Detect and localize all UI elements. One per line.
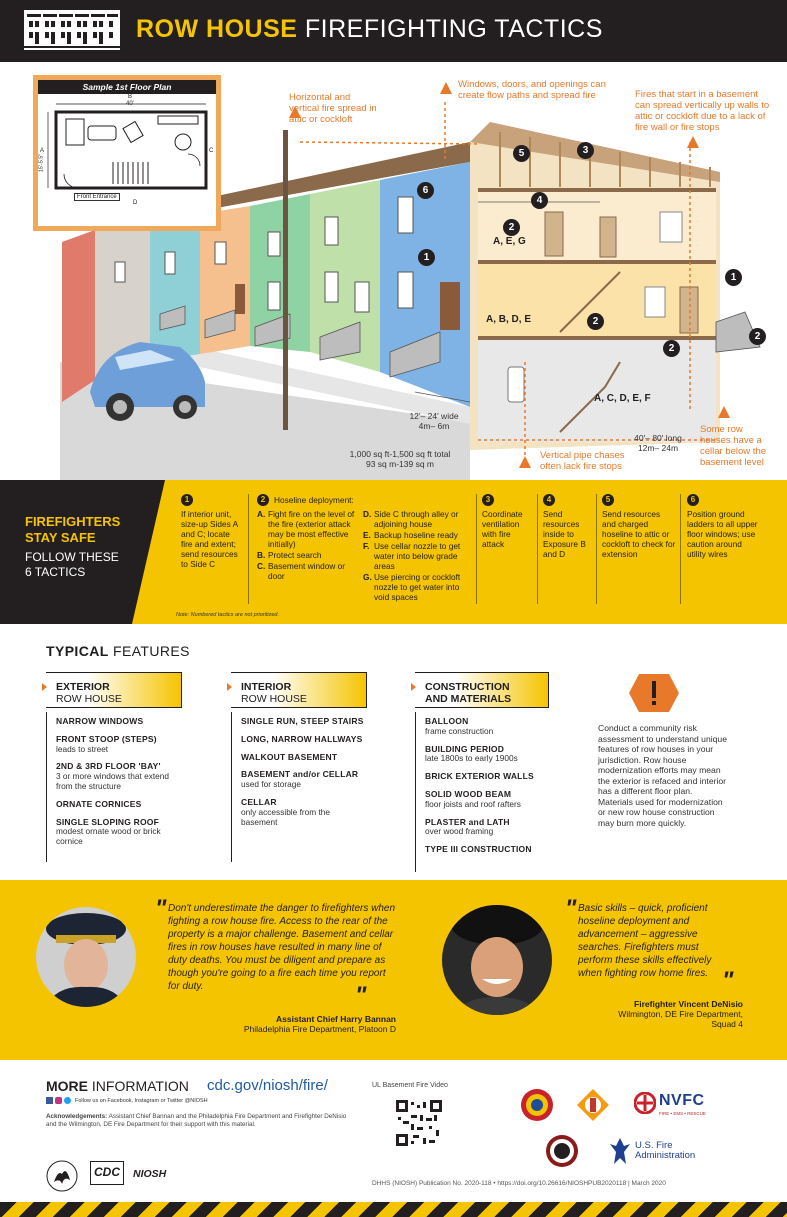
list-item [425, 845, 549, 855]
quote-open-mark: " [565, 895, 577, 922]
tactic-4 [543, 494, 593, 559]
twitter-icon[interactable] [64, 1097, 71, 1104]
item-text: Side C through alley or adjoining house [374, 509, 459, 529]
tactic-badge: 5 [513, 145, 530, 162]
list-item [56, 800, 182, 810]
portrait-bannan [36, 907, 136, 1007]
item-title: BALLOON [425, 716, 469, 726]
tactic-badge: 1 [725, 269, 742, 286]
dim-area-ft: 1,000 sq ft-1,500 sq ft total [349, 449, 451, 459]
list-item [241, 735, 367, 745]
chief-avatar [36, 907, 136, 1007]
list-item [56, 818, 182, 847]
more-rest: INFORMATION [91, 1078, 189, 1094]
sample-floor-plan [33, 75, 221, 231]
list-item [241, 753, 367, 763]
tactic-2 [257, 494, 473, 603]
arrow-right-icon [411, 683, 416, 691]
usfa-line2: Administration [635, 1150, 696, 1161]
tactic-number: 2 [257, 494, 269, 506]
quote-denisio-org1: Wilmington, DE Fire Department, [618, 1009, 743, 1019]
item-title: 2ND & 3RD FLOOR 'BAY' [56, 761, 161, 772]
tactic-number: 5 [602, 494, 614, 506]
item-title: CELLAR [241, 796, 277, 807]
tactic-divider [248, 494, 249, 604]
item-key: F. [363, 541, 370, 551]
title-bold: ROW HOUSE [136, 15, 298, 43]
firefighter-avatar [442, 905, 552, 1015]
item-text: Basement window or door [268, 561, 346, 581]
tactics-subheading [25, 550, 119, 580]
item-desc: over wood framing [425, 826, 494, 837]
floor-plan-panel [38, 80, 216, 226]
list-item [241, 770, 367, 790]
quote-bannan-name: Assistant Chief Harry Bannan [276, 1014, 396, 1024]
item-desc: late 1800s to early 1900s [425, 753, 518, 764]
item-title: BASEMENT and/or CELLAR [241, 769, 359, 780]
tactic-5 [602, 494, 676, 559]
tactic-badge: 4 [531, 192, 548, 209]
interior-head1: INTERIOR [241, 681, 292, 693]
floor-plan-title: Sample 1st Floor Plan [38, 80, 216, 94]
social-row [46, 1097, 208, 1104]
fire-chiefs-seal-icon [545, 1134, 579, 1168]
item-title: SINGLE RUN, STEEP STAIRS [241, 716, 364, 726]
usfa-eagle-icon [608, 1136, 632, 1166]
quote-denisio-attribution [560, 999, 743, 1029]
tactics-note: Note: Numbered tactics are not prioritized. [176, 612, 280, 618]
row-house-logo-icon [22, 8, 122, 52]
callout-basement: Fires that start in a basement can spread vertically up walls to attic or cockloft due to a lack of fire wall or fire stops [635, 89, 770, 133]
fp-height-dim: 15'-5.5" [38, 153, 45, 173]
tactic-1 [181, 494, 243, 569]
callout-cellar: Some row houses have a cellar below the basement level [700, 424, 767, 468]
hoseline-item [363, 572, 471, 602]
tactic-badge: 1 [418, 249, 435, 266]
usfa-line1: U.S. Fire [635, 1140, 673, 1151]
arrow-right-icon [227, 683, 232, 691]
tactic-6 [687, 494, 759, 559]
quote-bannan: Don't underestimate the danger to firefighters when fighting a row house fire. Access to the rear of the property is a major challenge. Basement and cellar fires in row houses have resulted in many line of duty deaths. You must be diligent and prepare as though you're going to a fire each time you report for duty. [168, 903, 396, 992]
nvfc-emblem-icon [634, 1092, 656, 1114]
tactic-2-heading: Hoseline deployment: [274, 495, 354, 505]
quote-denisio: Basic skills – quick, proficient hoseline deployment and advancement – aggressive searches. Firefighters must perform these skills effectively when fighting row home fires. [578, 903, 712, 979]
dim-width-m: 4m– 6m [418, 421, 450, 431]
list-item [425, 717, 549, 737]
item-key: D. [363, 509, 372, 519]
dim-length-ft: 40'– 80' long [634, 433, 682, 443]
item-title: PLASTER and LATH [425, 816, 510, 827]
instagram-icon[interactable] [55, 1097, 62, 1104]
header-bar [0, 0, 787, 62]
fp-label-d: D [133, 200, 138, 206]
tactic-badge: 3 [577, 142, 594, 159]
list-item [425, 772, 549, 782]
tactic-badge: 2 [749, 328, 766, 345]
tactic-number: 3 [482, 494, 494, 506]
hazard-stripe [0, 1202, 787, 1217]
construction-head2: AND MATERIALS [425, 693, 512, 705]
tactics-heading [25, 514, 120, 546]
hoseline-list-right [363, 509, 471, 603]
callout-openings: Windows, doors, and openings can create flow paths and spread fire [458, 79, 606, 101]
item-desc: modest ornate wood or brick cornice [56, 826, 161, 847]
dim-width [404, 411, 464, 431]
fp-front-entrance: Front Entrance [74, 193, 120, 201]
item-desc: only accessible from the basement [241, 806, 331, 827]
tactic-number: 1 [181, 494, 193, 506]
publication-line: DHHS (NIOSH) Publication No. 2020-118 • https://doi.org/10.26616/NIOSHPUB2020118 | March 2020 [372, 1180, 666, 1187]
callout-attic-spread: Horizontal and vertical fire spread in attic or cockloft [289, 92, 377, 125]
hoseline-item [363, 530, 471, 540]
item-key: A. [257, 509, 266, 519]
typical-features-bold: TYPICAL [46, 643, 109, 659]
quotes-band [0, 880, 787, 1060]
dim-area [340, 449, 460, 469]
tactic-badge: 6 [417, 182, 434, 199]
arrow-right-icon [42, 683, 47, 691]
iaff-logo-icon [576, 1088, 610, 1122]
tactic-divider [537, 494, 538, 604]
interior-head2: ROW HOUSE [241, 693, 307, 705]
nvfc-logo: NVFC [659, 1092, 705, 1109]
typical-features-rest: FEATURES [113, 643, 190, 659]
fp-label-c: C [209, 148, 214, 154]
tactic-text: Send resources inside to Exposure B and D [543, 509, 586, 559]
exterior-header [46, 672, 182, 708]
more-information-title [46, 1078, 189, 1094]
quote-close-mark: " [722, 967, 734, 994]
quote-close-mark: " [355, 982, 367, 1009]
cdc-logo: CDC [90, 1161, 124, 1185]
item-text: Fight fire on the level of the fire (exterior attack may be most effective initially) [268, 509, 355, 549]
item-text: Use piercing or cockloft nozzle to get water into void spaces [374, 572, 461, 602]
exterior-features [46, 672, 182, 862]
tactics-band [0, 480, 787, 624]
list-item [56, 735, 182, 755]
item-title: LONG, NARROW HALLWAYS [241, 733, 363, 744]
page-title [136, 15, 603, 44]
quote-bannan-org: Philadelphia Fire Department, Platoon D [243, 1024, 396, 1034]
more-bold: MORE [46, 1078, 88, 1094]
tactic-badge: 2 [503, 219, 520, 236]
tactic-divider [596, 494, 597, 604]
item-desc: floor joists and roof rafters [425, 798, 521, 809]
tactic-3 [482, 494, 534, 549]
tactic-divider [476, 494, 477, 604]
quote-bannan-attribution [200, 1014, 396, 1034]
dim-length-m: 12m– 24m [637, 443, 679, 453]
interior-list [231, 712, 367, 862]
nvfc-tagline: FIRE • EMS • RESCUE [659, 1111, 706, 1116]
interior-features [231, 672, 367, 862]
fp-label-a: A [40, 148, 45, 154]
construction-head1: CONSTRUCTION [425, 681, 510, 693]
hoseline-list-left [257, 509, 355, 603]
dim-width-ft: 12'– 24' wide [409, 411, 459, 421]
list-item [425, 745, 549, 765]
list-item [241, 798, 367, 827]
item-title: BUILDING PERIOD [425, 743, 505, 754]
item-text: Backup hoseline ready [374, 530, 458, 540]
item-text: Use cellar nozzle to get water into below grade areas [374, 541, 461, 571]
hoseline-item [363, 541, 471, 571]
hoseline-item [257, 550, 355, 560]
acknowledgements [46, 1113, 356, 1129]
item-title: TYPE III CONSTRUCTION [425, 844, 532, 855]
facebook-icon[interactable] [46, 1097, 53, 1104]
item-key: G. [363, 572, 372, 582]
fp-label-b: B [128, 94, 133, 100]
item-desc: used for storage [241, 779, 301, 790]
fp-width-dim: 40' [126, 101, 134, 107]
hoseline-item [363, 509, 471, 529]
list-item [56, 717, 182, 727]
social-text: Follow us on Facebook, Instagram or Twitter @NIOSH [75, 1097, 208, 1104]
item-desc: frame construction [425, 725, 494, 736]
usfa-logo-text [635, 1141, 695, 1161]
tactic-badge: 2 [587, 313, 604, 330]
item-text: Protect search [268, 550, 322, 560]
exterior-head1: EXTERIOR [56, 681, 110, 693]
item-title: NARROW WINDOWS [56, 716, 144, 726]
dim-length [628, 433, 688, 453]
dim-area-m: 93 sq m-139 sq m [365, 459, 435, 469]
tactics-subheading-line1: FOLLOW THESE [25, 550, 119, 564]
tactic-number: 6 [687, 494, 699, 506]
item-title: FRONT STOOP (STEPS) [56, 733, 157, 744]
exterior-head2: ROW HOUSE [56, 693, 122, 705]
construction-list [415, 712, 549, 872]
room-label-middle: A, B, D, E [486, 314, 532, 325]
item-key: C. [257, 561, 266, 571]
construction-features [415, 672, 549, 872]
item-key: E. [363, 530, 371, 540]
tactic-divider [680, 494, 681, 604]
hhs-eagle-icon [46, 1160, 78, 1192]
typical-features-title [46, 643, 190, 659]
construction-header [415, 672, 549, 708]
exterior-list [46, 712, 182, 862]
item-title: SINGLE SLOPING ROOF [56, 816, 159, 827]
niosh-logo: NIOSH [133, 1168, 167, 1180]
fire-department-seal-icon [520, 1088, 554, 1122]
tactics-subheading-line2: 6 TACTICS [25, 565, 86, 579]
tactics-heading-line2: STAY SAFE [25, 530, 96, 545]
quote-denisio-name: Firefighter Vincent DeNisio [634, 999, 743, 1009]
list-item [425, 790, 549, 810]
item-key: B. [257, 550, 266, 560]
tactic-text: Position ground ladders to all upper floor windows; use caution around utility wires [687, 509, 758, 559]
quote-denisio-org2: Squad 4 [711, 1019, 743, 1029]
tactic-text: If interior unit, size-up Sides A and C; locate fire and extent; send resources to Side C [181, 509, 238, 569]
hoseline-item [257, 509, 355, 549]
tactics-heading-line1: FIREFIGHTERS [25, 514, 121, 529]
tactic-number: 4 [543, 494, 555, 506]
niosh-fire-link[interactable]: cdc.gov/niosh/fire/ [207, 1077, 328, 1094]
room-label-top: A, E, G [493, 236, 526, 247]
interior-header [231, 672, 367, 708]
item-title: WALKOUT BASEMENT [241, 751, 338, 762]
warning-icon [629, 674, 679, 712]
tactic-badge: 2 [663, 340, 680, 357]
list-item [241, 717, 367, 727]
floor-plan-drawing [38, 94, 216, 226]
quote-open-mark: " [155, 895, 167, 922]
item-title: ORNATE CORNICES [56, 798, 142, 809]
ack-text: Assistant Chief Bannan and the Philadelphia Fire Department and Firefighter DeNisio and the Wilmington, DE Fire Department for their support with this material. [46, 1113, 347, 1128]
callout-pipe-chases: Vertical pipe chases often lack fire stops [540, 450, 625, 472]
item-desc: leads to street [56, 743, 109, 754]
title-rest: FIREFIGHTING TACTICS [304, 15, 603, 43]
video-label: UL Basement Fire Video [372, 1082, 448, 1089]
tactic-text: Send resources and charged hoseline to attic or cockloft to check for extension [602, 509, 676, 559]
qr-code-icon[interactable] [396, 1100, 442, 1146]
portrait-denisio [442, 905, 552, 1015]
hoseline-item [257, 561, 355, 581]
risk-assessment-text: Conduct a community risk assessment to understand unique features of row houses in your jurisdiction. Row house modernization efforts may mean the exterior is refaced and interior has a different floor plan. Materials used for modernization or new row house construction may burn more quickly. [598, 723, 727, 828]
list-item [425, 818, 549, 838]
row-house-illustration [0, 62, 787, 480]
item-desc: 3 or more windows that extend from the structure [56, 771, 169, 791]
list-item [56, 762, 182, 791]
room-label-basement: A, C, D, E, F [594, 393, 651, 404]
tactic-text: Coordinate ventilation with fire attack [482, 509, 523, 549]
ack-label: Acknowledgements: [46, 1113, 108, 1120]
item-title: BRICK EXTERIOR WALLS [425, 771, 534, 782]
item-title: SOLID WOOD BEAM [425, 788, 512, 799]
